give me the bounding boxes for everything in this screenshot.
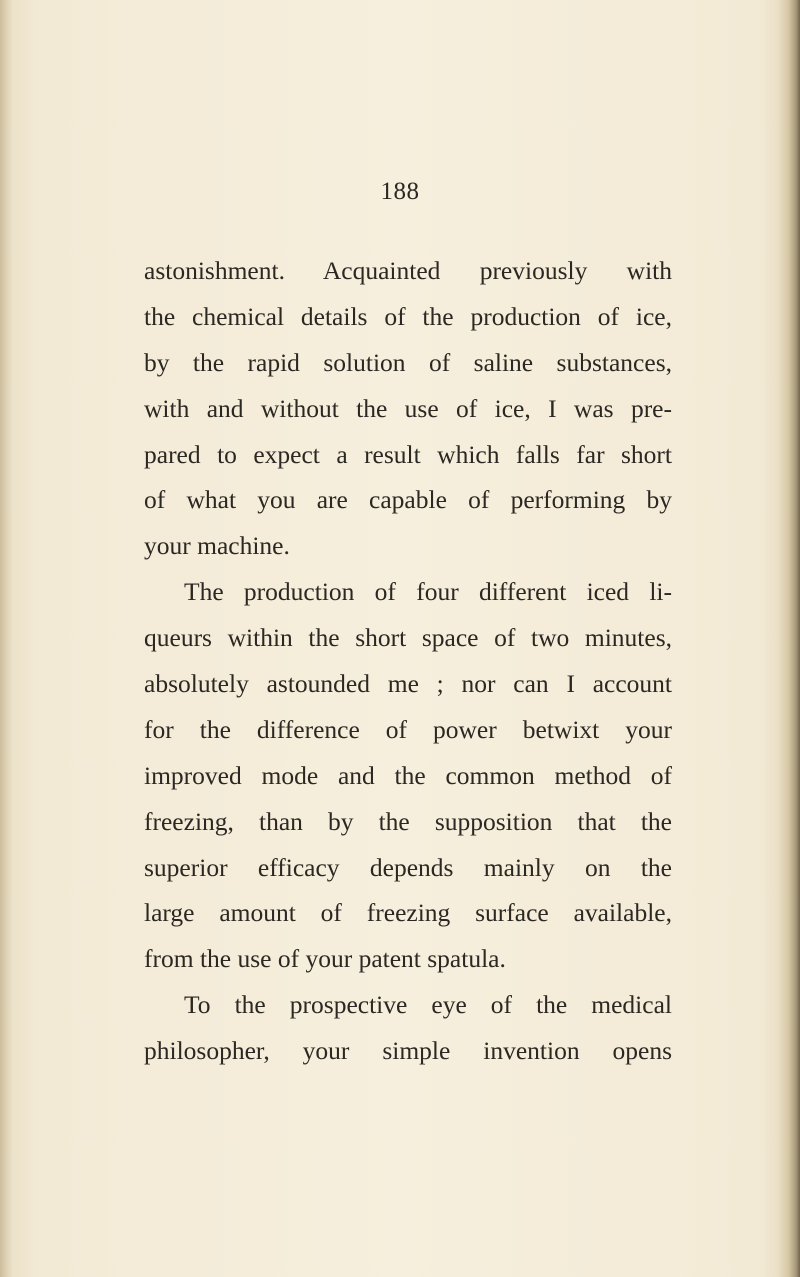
text-line: philosopher, your simple invention opens <box>144 1036 672 1066</box>
text-line: absolutely astounded me ; nor can I account <box>144 669 672 699</box>
text-line: for the difference of power betwixt your <box>144 714 672 744</box>
text-line: large amount of freezing surface available, <box>144 898 672 928</box>
text-line: of what you are capable of performing by <box>144 485 672 515</box>
text-line: superior efficacy depends mainly on the <box>144 852 672 882</box>
body-text <box>144 248 672 1074</box>
text-line: freezing, than by the supposition that the <box>144 806 672 836</box>
text-line: with and without the use of ice, I was pre- <box>144 393 672 423</box>
text-line: astonishment. Acquainted previously with <box>144 256 672 285</box>
text-line: queurs within the short space of two minutes, <box>144 623 672 653</box>
text-line: To the prospective eye of the medical <box>184 990 672 1020</box>
text-line: pared to expect a result which falls far short <box>144 439 672 469</box>
page-number: 188 <box>380 178 420 205</box>
text-line: The production of four different iced li- <box>184 577 672 607</box>
text-line: from the use of your patent spatula. <box>144 944 506 974</box>
text-line: improved mode and the common method of <box>144 760 672 790</box>
text-line: by the rapid solution of saline substances, <box>144 347 672 377</box>
text-line: your machine. <box>144 531 290 561</box>
text-line: the chemical details of the production of ice, <box>144 301 672 331</box>
